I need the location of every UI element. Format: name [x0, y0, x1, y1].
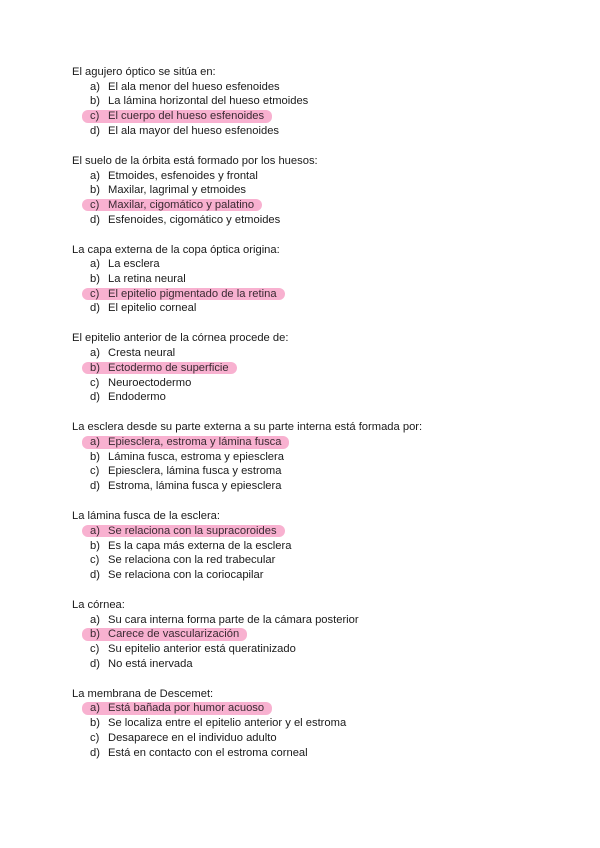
option-letter: b): [90, 273, 100, 286]
option: [0, 450, 600, 465]
option-letter: d): [90, 391, 100, 404]
option: [0, 257, 600, 272]
option-text: El epitelio pigmentado de la retina: [108, 287, 277, 300]
option-text: Cresta neural: [108, 347, 176, 360]
option-text: Carece de vascularización: [108, 628, 240, 641]
question-stem: La córnea:: [72, 598, 125, 611]
option-letter: c): [90, 465, 100, 478]
option-text: Desaparece en el individuo adulto: [108, 731, 277, 744]
option-text: Se relaciona con la supracoroides: [108, 524, 277, 537]
question-stem: El epitelio anterior de la córnea procede de:: [72, 332, 289, 345]
option-text: La lámina horizontal del hueso etmoides: [108, 95, 309, 108]
option: [0, 539, 600, 554]
question-block: [0, 243, 600, 316]
option-highlighted: [0, 361, 600, 376]
option: [0, 716, 600, 731]
question-block: [0, 65, 600, 138]
option: [0, 553, 600, 568]
option-letter: b): [90, 628, 100, 641]
question-stem: La esclera desde su parte externa a su parte interna está formada por:: [72, 421, 423, 434]
option-text: No está inervada: [108, 657, 193, 670]
option-letter: c): [90, 376, 100, 389]
option: [0, 746, 600, 761]
option-text: La esclera: [108, 258, 160, 271]
option: [0, 390, 600, 405]
option-text: Etmoides, esfenoides y frontal: [108, 169, 258, 182]
option-text: El epitelio corneal: [108, 302, 197, 315]
option-letter: a): [90, 613, 100, 626]
option-text: Está bañada por humor acuoso: [108, 702, 265, 715]
option-text: Estroma, lámina fusca y epiesclera: [108, 480, 282, 493]
option-highlighted: [0, 627, 600, 642]
option-text: Lámina fusca, estroma y epiesclera: [108, 450, 284, 463]
option-letter: b): [90, 95, 100, 108]
option: [0, 213, 600, 228]
option-highlighted: [0, 435, 600, 450]
option-text: Neuroectodermo: [108, 376, 192, 389]
quiz-document: [0, 65, 600, 776]
question-block: [0, 420, 600, 493]
question-stem: El agujero óptico se sitúa en:: [72, 66, 216, 78]
option-letter: b): [90, 450, 100, 463]
option-text: Ectodermo de superficie: [108, 361, 229, 374]
option: [0, 183, 600, 198]
option-letter: a): [90, 169, 100, 182]
option-letter: d): [90, 124, 100, 137]
option: [0, 272, 600, 287]
option-text: Maxilar, cigomático y palatino: [108, 198, 255, 211]
option-letter: a): [90, 258, 100, 271]
option: [0, 613, 600, 628]
question-block: [0, 598, 600, 671]
question-stem: La lámina fusca de la esclera:: [72, 510, 221, 523]
option: [0, 568, 600, 583]
option-text: Se relaciona con la red trabecular: [108, 554, 276, 567]
option-letter: c): [90, 554, 100, 567]
option-text: La retina neural: [108, 273, 186, 286]
option: [0, 464, 600, 479]
question-block: [0, 687, 600, 760]
option-letter: c): [90, 110, 100, 123]
question-stem: La capa externa de la copa óptica origina:: [72, 243, 280, 256]
option: [0, 479, 600, 494]
option-letter: b): [90, 539, 100, 552]
option: [0, 642, 600, 657]
option-highlighted: [0, 524, 600, 539]
option-text: El ala mayor del hueso esfenoides: [108, 124, 280, 137]
option-highlighted: [0, 287, 600, 302]
option-letter: d): [90, 746, 100, 759]
option-letter: c): [90, 198, 100, 211]
option-highlighted: [0, 701, 600, 716]
question-block: [0, 154, 600, 227]
option-letter: c): [90, 731, 100, 744]
option-text: Es la capa más externa de la esclera: [108, 539, 292, 552]
option-letter: c): [90, 287, 100, 300]
option: [0, 346, 600, 361]
option-highlighted: [0, 109, 600, 124]
option-text: Endodermo: [108, 391, 166, 404]
option-letter: d): [90, 568, 100, 581]
option-text: Su cara interna forma parte de la cámara posterior: [108, 613, 359, 626]
option-text: Su epitelio anterior está queratinizado: [108, 643, 296, 656]
option-text: El ala menor del hueso esfenoides: [108, 80, 280, 93]
option-letter: b): [90, 717, 100, 730]
option-letter: b): [90, 361, 100, 374]
option: [0, 94, 600, 109]
question-stem: El suelo de la órbita está formado por los huesos:: [72, 154, 318, 167]
option: [0, 376, 600, 391]
option: [0, 124, 600, 139]
option: [0, 80, 600, 95]
option-text: Está en contacto con el estroma corneal: [108, 746, 308, 759]
question-block: [0, 509, 600, 582]
option-letter: d): [90, 302, 100, 315]
option-letter: a): [90, 347, 100, 360]
option-text: Se localiza entre el epitelio anterior y el estroma: [108, 717, 347, 730]
option-highlighted: [0, 198, 600, 213]
option-letter: d): [90, 480, 100, 493]
question-block: [0, 331, 600, 404]
option-text: Maxilar, lagrimal y etmoides: [108, 184, 247, 197]
option: [0, 731, 600, 746]
option-letter: d): [90, 213, 100, 226]
option-letter: c): [90, 643, 100, 656]
option-text: Epiesclera, lámina fusca y estroma: [108, 465, 282, 478]
option-text: El cuerpo del hueso esfenoides: [108, 110, 265, 123]
option-text: Epiesclera, estroma y lámina fusca: [108, 436, 282, 448]
option-letter: a): [90, 702, 100, 715]
option-letter: d): [90, 657, 100, 670]
option-letter: a): [90, 80, 100, 93]
option-letter: a): [90, 524, 100, 537]
option-text: Esfenoides, cigomático y etmoides: [108, 213, 281, 226]
option: [0, 657, 600, 672]
option-letter: b): [90, 184, 100, 197]
option: [0, 169, 600, 184]
option-letter: a): [90, 436, 100, 448]
option: [0, 301, 600, 316]
question-stem: La membrana de Descemet:: [72, 687, 214, 700]
option-text: Se relaciona con la coriocapilar: [108, 568, 264, 581]
